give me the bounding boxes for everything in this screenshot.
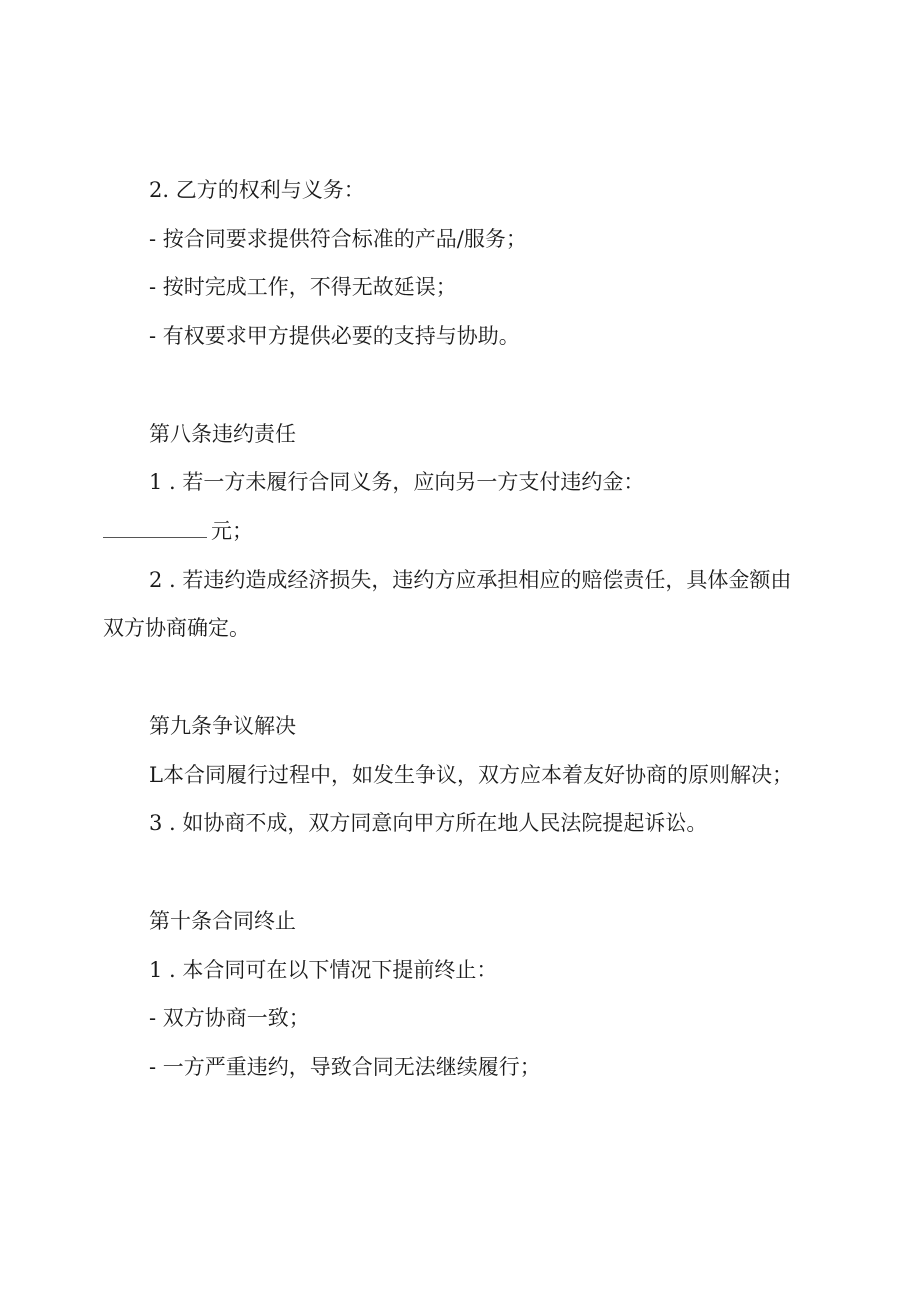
section-ten-bullet-1: - 双方协商一致； xyxy=(149,1006,310,1030)
section-eight-title: 第八条违约责任 xyxy=(149,422,296,446)
section-ten-bullet-2: - 一方严重违约，导致合同无法继续履行； xyxy=(149,1055,541,1079)
section-eight-item-2-line-1: 2 . 若违约造成经济损失，违约方应承担相应的赔偿责任，具体金额由 xyxy=(149,568,792,592)
section-nine-item-2: 3 . 如协商不成，双方同意向甲方所在地人民法院提起诉讼。 xyxy=(149,811,708,835)
party-b-rights-heading: 2. 乙方的权利与义务： xyxy=(149,178,365,202)
party-b-bullet-2: - 按时完成工作，不得无故延误； xyxy=(149,275,457,299)
section-ten-title: 第十条合同终止 xyxy=(149,909,296,933)
party-b-bullet-1: - 按合同要求提供符合标准的产品/服务； xyxy=(149,227,527,251)
party-b-bullet-3: - 有权要求甲方提供必要的支持与协助。 xyxy=(149,324,520,348)
section-ten-item-1: 1 . 本合同可在以下情况下提前终止： xyxy=(149,958,498,982)
section-nine-item-1: L本合同履行过程中，如发生争议，双方应本着友好协商的原则解决； xyxy=(149,763,793,787)
section-eight-item-1-continuation xyxy=(103,517,253,545)
penalty-amount-blank xyxy=(103,519,207,538)
section-nine-title: 第九条争议解决 xyxy=(149,714,296,738)
section-eight-item-2-line-2: 双方协商确定。 xyxy=(103,616,250,640)
currency-unit: 元； xyxy=(211,519,253,543)
section-eight-item-1: 1 . 若一方未履行合同义务，应向另一方支付违约金： xyxy=(149,470,645,494)
